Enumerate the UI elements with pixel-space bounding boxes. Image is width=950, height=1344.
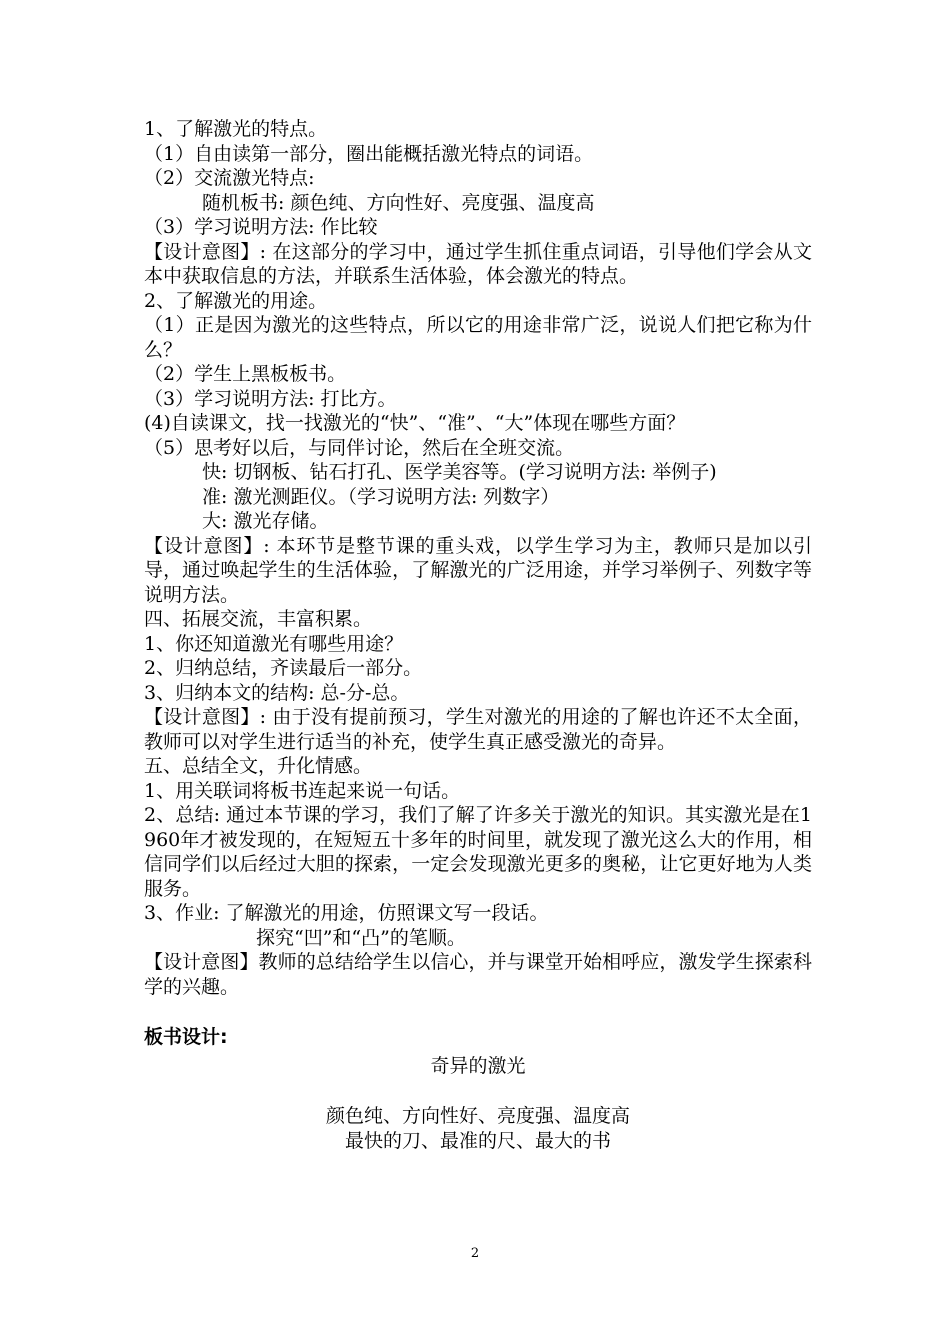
text-line: 2、了解激光的用途。 (144, 289, 328, 312)
design-intent-paragraph: 【设计意图】: 在这部分的学习中，通过学生抓住重点词语，引导他们学会从文本中获取信息的方法，并联系生活体验，体会激光的特点。 (144, 240, 812, 287)
text-line: 3、归纳本文的结构: 总-分-总。 (144, 681, 410, 704)
text-line: (4)自读课文，找一找激光的“快”、“准”、“大”体现在哪些方面？ (144, 412, 686, 434)
text-line: 1、你还知道激光有哪些用途？ (144, 632, 404, 655)
design-intent-paragraph: 【设计意图】: 由于没有提前预习，学生对激光的用途的了解也许还不太全面，教师可以对学生进行适当的补充，使学生真正感受激光的奇异。 (144, 706, 812, 753)
text-line: （5）思考好以后，与同伴讨论，然后在全班交流。 (144, 436, 575, 459)
text-line: （3）学习说明方法: 作比较 (144, 216, 378, 238)
text-line: （1）自由读第一部分，圈出能概括激光特点的词语。 (144, 142, 594, 165)
text-line: 2、归纳总结，齐读最后一部分。 (144, 657, 423, 679)
text-line: 大: 激光存储。 (202, 510, 329, 532)
board-design-heading: 板书设计: (144, 1026, 228, 1048)
text-line: 探究“凹”和“凸”的笔顺。 (256, 926, 466, 949)
text-line: 3、作业: 了解激光的用途，仿照课文写一段话。 (144, 902, 549, 924)
design-intent-paragraph: 【设计意图】: 本环节是整节课的重头戏，以学生学习为主，教师只是加以引导，通过唤起学生的生活体验，了解激光的广泛用途，并学习举例子、列数字等说明方法。 (144, 534, 812, 606)
page-number: 2 (470, 1246, 480, 1261)
board-title: 奇异的激光 (430, 1054, 526, 1077)
design-intent-paragraph: 【设计意图】教师的总结给学生以信心，并与课堂开始相呼应，激发学生探索科学的兴趣。 (144, 951, 812, 998)
text-line: （2）交流激光特点: (144, 167, 315, 189)
text-line: （2）学生上黑板板书。 (144, 363, 347, 385)
text-line: 准: 激光测距仪。（学习说明方法: 列数字） (202, 485, 560, 508)
section-heading: 五、总结全文，升化情感。 (144, 755, 373, 777)
section-heading: 四、拓展交流，丰富积累。 (144, 608, 373, 630)
text-line: （3）学习说明方法: 打比方。 (144, 387, 397, 410)
text-line: 1、了解激光的特点。 (144, 118, 328, 140)
text-line: 1、用关联词将板书连起来说一句话。 (144, 779, 461, 802)
text-line: 快: 切钢板、钻石打孔、医学美容等。(学习说明方法: 举例子) (202, 461, 717, 483)
text-paragraph: 2、总结: 通过本节课的学习，我们了解了许多关于激光的知识。其实激光是在1960年才被发现的，在短短五十多年的时间里，就发现了激光这么大的作用，相信同学们以后经过大胆的探索，一定会发现激光更多的奥秘，让它更好地为人类服务。 (144, 804, 812, 900)
board-line: 颜色纯、方向性好、亮度强、温度高 (325, 1105, 630, 1127)
page-content (144, 117, 812, 1153)
text-line: 随机板书: 颜色纯、方向性好、亮度强、温度高 (202, 191, 595, 214)
text-paragraph: （1）正是因为激光的这些特点，所以它的用途非常广泛，说说人们把它称为什么？ (144, 314, 812, 361)
board-line: 最快的刀、最准的尺、最大的书 (344, 1129, 611, 1152)
